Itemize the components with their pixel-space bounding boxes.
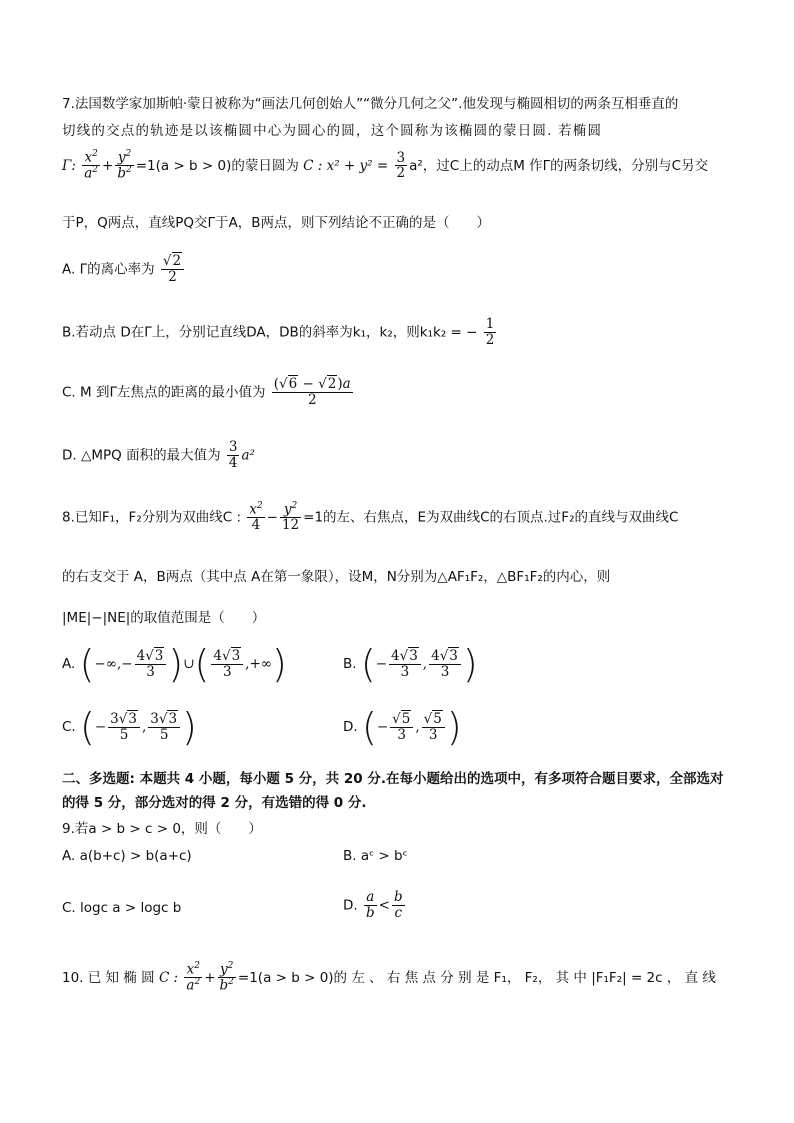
fraction-x2-4: $\frac{x^2}{4}$ [249, 501, 263, 534]
q8-line-3: |ME|−|NE|的取值范围是（ ） [62, 610, 266, 626]
q8-option-b: B. (− $\frac{4√3}{3}$ , $\frac{4√3}{3}$ ) [343, 642, 478, 686]
fraction-sqrt2-2: $\frac{√2}{2}$ [161, 254, 184, 285]
section-2-heading: 二、多选题: 本题共 4 小题，每小题 5 分，共 20 分.在每小题给出的选项中，有多项符合题目要求，全部选对 [62, 771, 724, 787]
q8-option-c-label: C. [62, 719, 76, 735]
q8-line-1-tail: =1的左、右焦点，E为双曲线C的右顶点.过F₂的直线与双曲线C [303, 509, 679, 526]
fraction-y2-b2: $\frac{y^2}{b^2}$ [117, 149, 132, 182]
q10-ellipse-name: C : [158, 969, 179, 986]
q7-option-d-text: D. △MPQ 面积的最大值为 [62, 447, 221, 464]
q8-option-a-label: A. [62, 656, 76, 672]
q9-option-b: B. aᶜ > bᶜ [343, 848, 408, 864]
q7-option-a-text: A. Γ的离心率为 [62, 261, 155, 278]
fraction-sqrt6-minus-sqrt2-a-over-2: $\frac{(√6 - √2)a}{2}$ [273, 376, 351, 408]
fraction-1-2: $\frac{1}{2}$ [485, 316, 495, 348]
q9-option-c: C. logc a > logc b [62, 900, 182, 916]
fraction-3-4: $\frac{3}{4}$ [228, 439, 238, 471]
q7-line-4: 于P，Q两点，直线PQ交Γ于A，B两点，则下列结论不正确的是（ ） [62, 215, 491, 231]
gamma-symbol: Γ: [62, 157, 76, 174]
q8-line-2: 的右支交于 A，B两点（其中点 A在第一象限），设M，N分别为△AF₁F₂，△BF₁F₂的内心，则 [62, 569, 611, 585]
q7-option-a [62, 254, 186, 285]
q7-line-3: Γ: $\frac{x^2}{a^2}$ + $\frac{y^2}{b^2}$ =1(a > b > 0)的蒙日圆为 C : x² + y² = $\frac{3}{2}$ a²，过C上的动点M 作Γ的两条切线，分别与C另交 [62, 149, 709, 182]
circle-equation: C : x² + y² = [303, 157, 389, 174]
section-2-heading-line-2: 的得 5 分，部分选对的得 2 分，有选错的得 0 分. [62, 795, 367, 811]
q8-option-d: D. (− $\frac{√5}{3}$ , $\frac{√5}{3}$ ) [343, 705, 462, 749]
q7-option-d-tail: a² [241, 447, 255, 464]
fraction-y2-12: $\frac{y^2}{12}$ [281, 501, 300, 534]
fraction-x2-a2: $\frac{x^2}{a^2}$ [84, 149, 99, 182]
q8-line-1-head: 8.已知F₁，F₂分别为双曲线C : [62, 509, 241, 526]
q8-option-a: A. (−∞,− $\frac{4√3}{3}$ )∪( $\frac{4√3}{3}$ ,+∞) [62, 642, 287, 686]
q10-line-1-head: 10. 已 知 椭 圆 [62, 969, 155, 986]
q10-line-1-tail: =1(a > b > 0)的 左 、 右 焦 点 分 别 是 F₁， F₂， 其 中 |F₁F₂| = 2c ， 直 线 [237, 969, 716, 986]
q9-option-d: D. $\frac{a}{b}$ < $\frac{b}{c}$ [343, 889, 403, 921]
q7-option-d [62, 440, 255, 471]
q7-condition: =1(a > b > 0)的蒙日圆为 [135, 157, 299, 174]
q9-option-a: A. a(b+c) > b(a+c) [62, 848, 192, 864]
q8-option-b-label: B. [343, 656, 357, 672]
q7-line-1: 7.法国数学家加斯帕·蒙日被称为“画法几何创始人”“微分几何之父”.他发现与椭圆相切的两条互相垂直的 [62, 96, 679, 112]
q7-line-2: 切线的交点的轨迹是以该椭圆中心为圆心的圆，这个圆称为该椭圆的蒙日圆. 若椭圆 [62, 123, 603, 139]
q7-option-b-text: B.若动点 D在Γ上，分别记直线DA，DB的斜率为k₁，k₂，则k₁k₂ = − [62, 324, 478, 341]
q7-line-3-tail: a²，过C上的动点M 作Γ的两条切线，分别与C另交 [409, 157, 709, 174]
q9-stem: 9.若a > b > c > 0，则（ ） [62, 821, 262, 837]
fraction-3-2: $\frac{3}{2}$ [396, 149, 406, 182]
q7-option-b [62, 317, 498, 348]
q7-option-c-text: C. M 到Γ左焦点的距离的最小值为 [62, 384, 266, 401]
q8-option-d-label: D. [343, 719, 358, 735]
q8-option-c: C. (− $\frac{3√3}{5}$ , $\frac{3√3}{5}$ ) [62, 705, 197, 749]
q9-option-d-label: D. [343, 897, 358, 914]
q8-line-1: 8.已知F₁，F₂分别为双曲线C : $\frac{x^2}{4}$ − $\frac{y^2}{12}$ =1的左、右焦点，E为双曲线C的右顶点.过F₂的直线与双曲线C [62, 501, 679, 534]
q10-line-1: 10. 已 知 椭 圆 C : $\frac{x^2}{a^2}$ + $\frac{y^2}{b^2}$ =1(a > b > 0)的 左 、 右 焦 点 分 别 是 F₁， F₂， 其 中 |F₁F₂| = 2c ， 直 线 [62, 961, 716, 994]
q7-option-c [62, 377, 355, 408]
